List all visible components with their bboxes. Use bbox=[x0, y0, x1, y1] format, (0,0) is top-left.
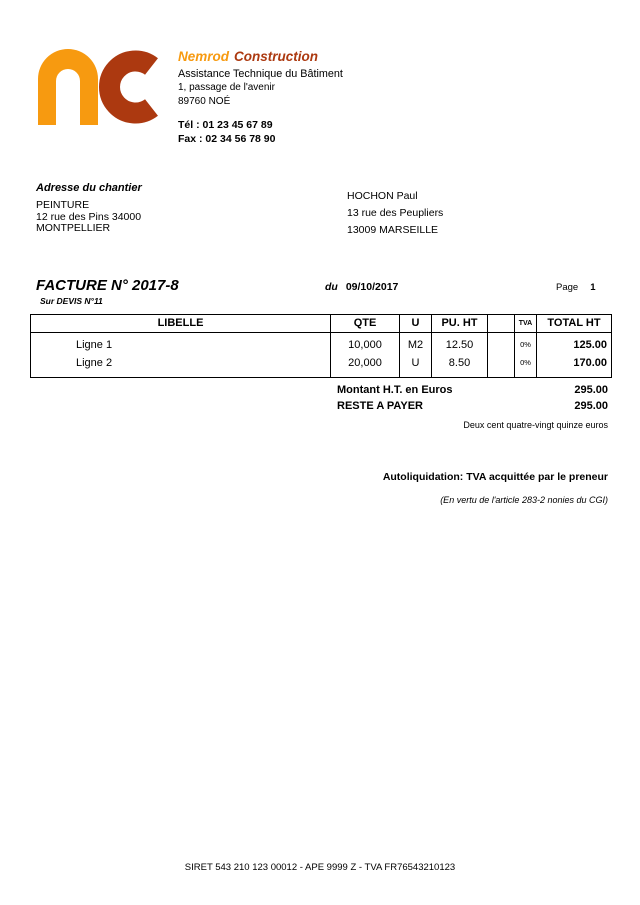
row2-total-ht: 170.00 bbox=[573, 357, 607, 369]
invoice-subtitle: Sur DEVIS N°11 bbox=[40, 296, 103, 306]
column-header-u: U bbox=[400, 315, 432, 332]
company-tagline: Assistance Technique du Bâtiment bbox=[178, 68, 343, 80]
page-label: Page bbox=[556, 282, 579, 293]
client-address-block bbox=[347, 188, 443, 239]
invoice-date-label: du bbox=[325, 281, 338, 293]
company-name-part2: Construction bbox=[234, 49, 319, 64]
client-name: HOCHON Paul bbox=[347, 190, 418, 202]
column-total-ht bbox=[537, 333, 611, 377]
legal-reference-note: (En vertu de l'article 283-2 nonies du CGI) bbox=[440, 495, 608, 505]
invoice-title: FACTURE N° 2017-8 bbox=[36, 277, 179, 294]
legal-notes-block bbox=[200, 471, 608, 505]
row2-qte: 20,000 bbox=[348, 357, 382, 369]
row2-u: U bbox=[411, 357, 420, 369]
company-name bbox=[178, 49, 343, 64]
column-header-tva: TVA bbox=[515, 315, 537, 332]
row2-pu-ht: 8.50 bbox=[448, 357, 471, 369]
column-libelle bbox=[31, 333, 331, 377]
totals-block bbox=[30, 384, 608, 430]
worksite-line3: MONTPELLIER bbox=[36, 222, 111, 234]
company-phone: Tél : 01 23 45 67 89 bbox=[178, 119, 273, 131]
reste-a-payer-row bbox=[30, 400, 608, 416]
worksite-address-title: Adresse du chantier bbox=[36, 182, 142, 194]
company-address-line1: 1, passage de l'avenir bbox=[178, 82, 275, 93]
column-header-total-ht: TOTAL HT bbox=[547, 317, 601, 329]
items-table-header bbox=[31, 315, 611, 333]
client-street: 13 rue des Peupliers bbox=[347, 207, 444, 219]
worksite-line1: PEINTURE bbox=[36, 199, 90, 211]
montant-ht-value: 295.00 bbox=[574, 384, 608, 396]
row2-libelle: Ligne 2 bbox=[76, 357, 113, 369]
worksite-address-block bbox=[36, 182, 142, 235]
column-header-qte: QTE bbox=[331, 315, 400, 332]
items-table-body bbox=[31, 333, 611, 377]
montant-ht-label: Montant H.T. en Euros bbox=[337, 384, 453, 396]
page-number: 1 bbox=[590, 282, 596, 293]
company-header bbox=[178, 49, 343, 145]
reste-a-payer-label: RESTE A PAYER bbox=[337, 400, 423, 412]
column-pu-ht bbox=[432, 333, 488, 377]
column-tva bbox=[515, 333, 537, 377]
column-qte bbox=[331, 333, 400, 377]
row1-u: M2 bbox=[407, 339, 424, 351]
company-logo-nc-icon bbox=[36, 47, 168, 127]
company-fax: Fax : 02 34 56 78 90 bbox=[178, 133, 276, 145]
column-empty bbox=[488, 333, 515, 377]
column-header-empty bbox=[488, 315, 515, 332]
row1-total-ht: 125.00 bbox=[573, 339, 607, 351]
client-city: 13009 MARSEILLE bbox=[347, 224, 439, 236]
page-indicator bbox=[556, 282, 595, 293]
siret-footer: SIRET 543 210 123 00012 - APE 9999 Z - TVA FR76543210123 bbox=[184, 862, 456, 873]
invoice-date-value: 09/10/2017 bbox=[345, 281, 399, 293]
column-header-libelle: LIBELLE bbox=[31, 315, 331, 332]
autoliquidation-note: Autoliquidation: TVA acquittée par le preneur bbox=[382, 471, 608, 483]
column-u bbox=[400, 333, 432, 377]
row1-tva: 0% bbox=[520, 340, 531, 349]
worksite-line2: 12 rue des Pins 34000 bbox=[36, 210, 142, 223]
montant-ht-row bbox=[30, 384, 608, 400]
row1-libelle: Ligne 1 bbox=[76, 339, 113, 351]
row2-tva: 0% bbox=[520, 358, 531, 367]
company-name-part1: Nemrod bbox=[178, 49, 230, 64]
row1-qte: 10,000 bbox=[348, 339, 382, 351]
company-address-line2: 89760 NOÉ bbox=[178, 96, 231, 107]
reste-a-payer-value: 295.00 bbox=[574, 400, 608, 412]
amount-in-words: Deux cent quatre-vingt quinze euros bbox=[463, 420, 608, 430]
column-header-pu-ht: PU. HT bbox=[432, 315, 488, 332]
row1-pu-ht: 12.50 bbox=[445, 339, 474, 351]
invoice-date bbox=[325, 281, 398, 293]
items-table bbox=[30, 314, 612, 378]
